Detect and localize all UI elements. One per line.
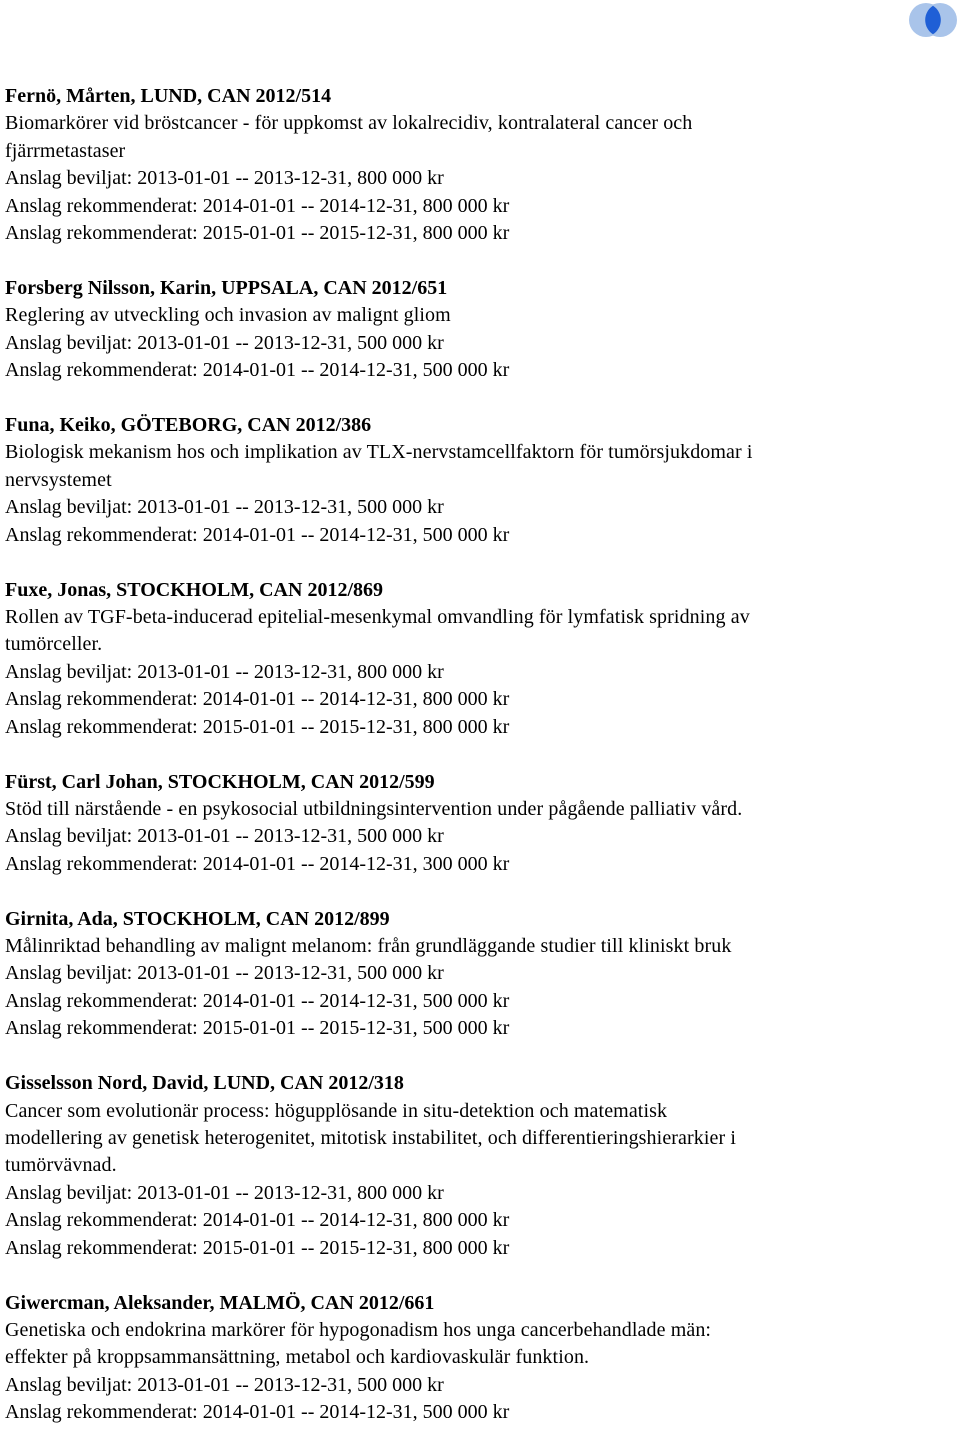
grant-line: Anslag rekommenderat: 2014-01-01 -- 2014-12-31, 800 000 kr	[5, 688, 510, 711]
grant-entry	[5, 906, 955, 1043]
grant-line: Anslag beviljat: 2013-01-01 -- 2013-12-31, 500 000 kr	[5, 825, 444, 848]
grant-line: Anslag beviljat: 2013-01-01 -- 2013-12-31, 500 000 kr	[5, 962, 444, 985]
project-title-line: Rollen av TGF-beta-inducerad epitelial-mesenkymal omvandling för lymfatisk spridning av	[5, 606, 750, 628]
grant-line: Anslag beviljat: 2013-01-01 -- 2013-12-31, 500 000 kr	[5, 1373, 444, 1396]
project-title-line: Cancer som evolutionär process: högupplösande in situ-detektion och matematisk	[5, 1099, 668, 1122]
entry-heading: Giwercman, Aleksander, MALMÖ, CAN 2012/661	[5, 1291, 435, 1314]
grant-line: Anslag beviljat: 2013-01-01 -- 2013-12-31, 800 000 kr	[5, 660, 444, 683]
grant-line: Anslag rekommenderat: 2014-01-01 -- 2014-12-31, 500 000 kr	[5, 989, 510, 1012]
logo	[904, 2, 960, 38]
grant-line: Anslag rekommenderat: 2015-01-01 -- 2015-12-31, 800 000 kr	[5, 222, 510, 245]
grant-entry	[5, 83, 955, 247]
entry-heading: Fürst, Carl Johan, STOCKHOLM, CAN 2012/599	[5, 770, 435, 793]
entry-heading: Forsberg Nilsson, Karin, UPPSALA, CAN 2012/651	[5, 276, 448, 299]
entry-heading: Funa, Keiko, GÖTEBORG, CAN 2012/386	[5, 414, 372, 437]
grant-line: Anslag rekommenderat: 2014-01-01 -- 2014-12-31, 800 000 kr	[5, 1209, 510, 1232]
project-title-line: fjärrmetastaser	[5, 139, 126, 162]
grant-line: Anslag beviljat: 2013-01-01 -- 2013-12-31, 800 000 kr	[5, 1181, 444, 1204]
project-title-line: effekter på kroppsammansättning, metabol och kardiovaskulär funktion.	[5, 1346, 590, 1369]
grant-entry	[5, 275, 955, 385]
grant-entry	[5, 1070, 955, 1262]
entry-heading: Girnita, Ada, STOCKHOLM, CAN 2012/899	[5, 907, 390, 930]
grant-entry	[5, 769, 955, 879]
grant-line: Anslag rekommenderat: 2015-01-01 -- 2015-12-31, 800 000 kr	[5, 1236, 510, 1259]
grant-line: Anslag rekommenderat: 2014-01-01 -- 2014-12-31, 800 000 kr	[5, 194, 510, 217]
grant-line: Anslag beviljat: 2013-01-01 -- 2013-12-31, 800 000 kr	[5, 167, 444, 190]
project-title-line: Genetiska och endokrina markörer för hypogonadism hos unga cancerbehandlade män:	[5, 1318, 712, 1341]
grant-line: Anslag rekommenderat: 2014-01-01 -- 2014-12-31, 500 000 kr	[5, 523, 510, 546]
grant-entry	[5, 577, 955, 741]
grant-entry	[5, 412, 955, 549]
entry-heading: Fernö, Mårten, LUND, CAN 2012/514	[5, 85, 332, 107]
overlapping-circles-logo-icon	[904, 2, 960, 38]
project-title-line: Målinriktad behandling av malignt melanom: från grundläggande studier till kliniskt bruk	[5, 935, 732, 958]
project-title-line: Biologisk mekanism hos och implikation av TLX-nervstamcellfaktorn för tumörsjukdomar i	[5, 441, 753, 464]
grant-line: Anslag rekommenderat: 2015-01-01 -- 2015-12-31, 800 000 kr	[5, 715, 510, 738]
entry-heading: Fuxe, Jonas, STOCKHOLM, CAN 2012/869	[5, 578, 383, 601]
grant-list	[5, 83, 955, 1454]
project-title-line: tumörvävnad.	[5, 1154, 117, 1177]
grant-line: Anslag rekommenderat: 2014-01-01 -- 2014-12-31, 500 000 kr	[5, 359, 510, 382]
grant-line: Anslag beviljat: 2013-01-01 -- 2013-12-31, 500 000 kr	[5, 331, 444, 354]
project-title-line: tumörceller.	[5, 633, 103, 656]
project-title-line: Biomarkörer vid bröstcancer - för uppkomst av lokalrecidiv, kontralateral cancer och	[5, 112, 693, 135]
project-title-line: modellering av genetisk heterogenitet, mitotisk instabilitet, och differentieringshierarkier i	[5, 1127, 737, 1149]
grant-entry	[5, 1290, 955, 1427]
grant-line: Anslag rekommenderat: 2014-01-01 -- 2014-12-31, 500 000 kr	[5, 1401, 510, 1424]
project-title-line: Stöd till närstående - en psykosocial utbildningsintervention under pågående palliativ vård.	[5, 797, 743, 820]
entry-heading: Gisselsson Nord, David, LUND, CAN 2012/318	[5, 1072, 404, 1095]
project-title-line: nervsystemet	[5, 468, 112, 491]
project-title-line: Reglering av utveckling och invasion av malignt gliom	[5, 304, 451, 327]
grant-line: Anslag rekommenderat: 2015-01-01 -- 2015-12-31, 500 000 kr	[5, 1017, 510, 1040]
grant-line: Anslag beviljat: 2013-01-01 -- 2013-12-31, 500 000 kr	[5, 496, 444, 519]
grant-line: Anslag rekommenderat: 2014-01-01 -- 2014-12-31, 300 000 kr	[5, 852, 510, 875]
